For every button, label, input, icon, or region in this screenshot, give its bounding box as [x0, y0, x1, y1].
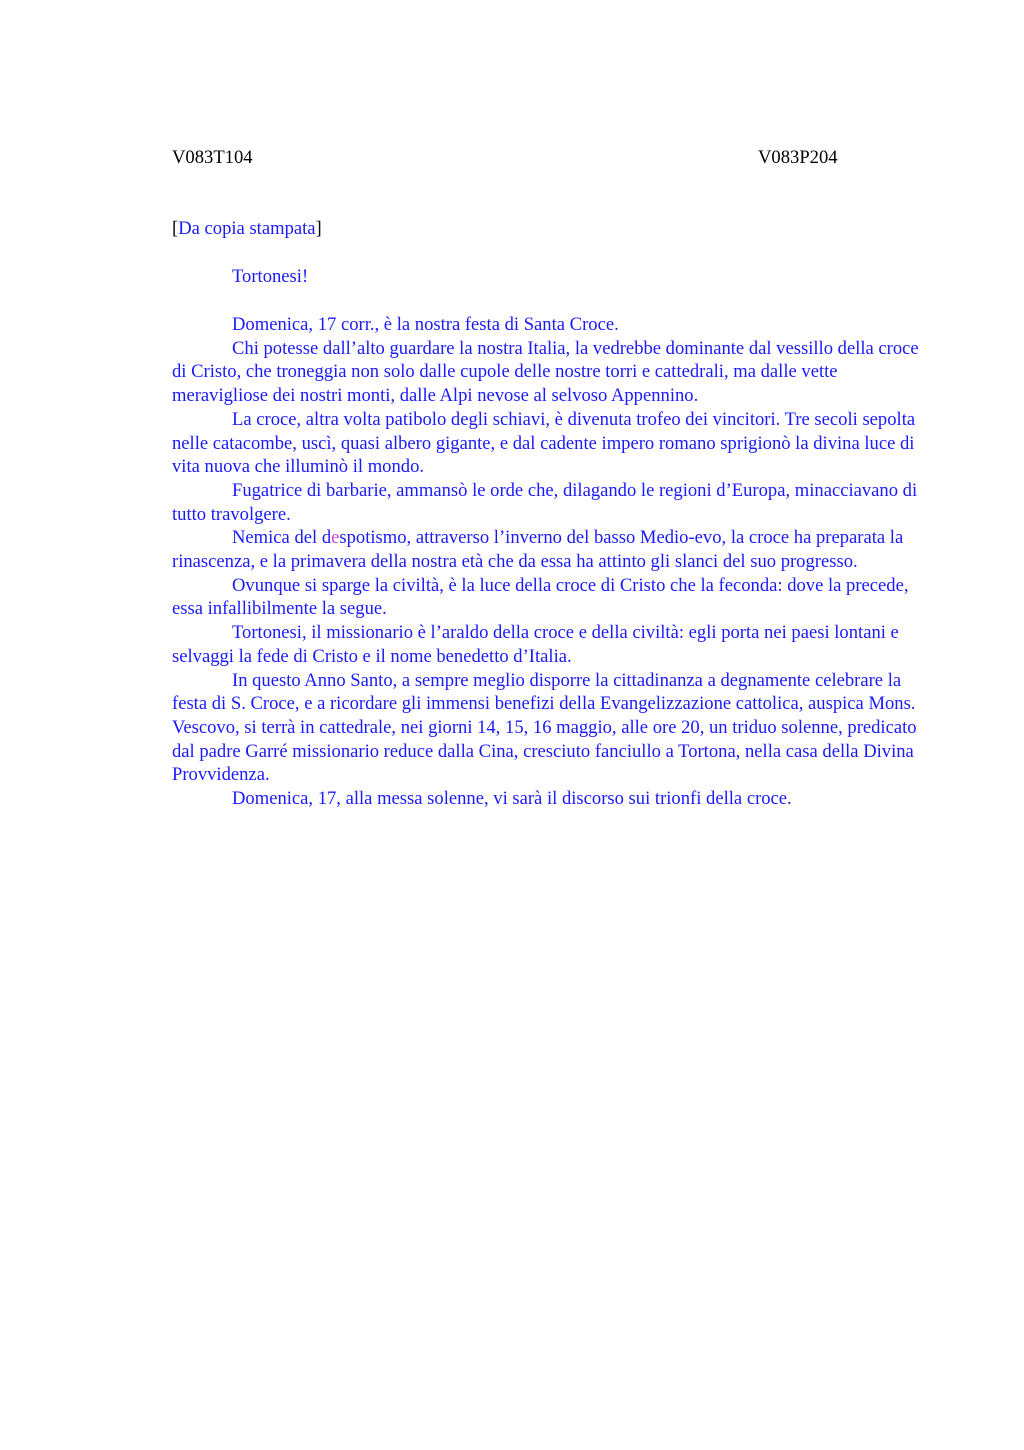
document-page [172, 0, 922, 1450]
paragraph-6: Ovunque si sparge la civiltà, è la luce della croce di Cristo che la feconda: dove la precede, essa infallibilmente la segue. [172, 574, 909, 620]
document-code-right: V083P204 [758, 147, 838, 168]
source-note [172, 217, 322, 241]
paragraph-5-rest: spotismo, attraverso l’inverno del basso Medio-evo, la croce ha preparata la rinascenza, e la primavera della nostra età che da essa ha attinto gli slanci del suo progresso. [172, 527, 904, 573]
salutation: Tortonesi! [232, 266, 309, 287]
source-note-open-bracket: [ [172, 218, 179, 239]
paragraph-1: Domenica, 17 corr., è la nostra festa di Santa Croce. [232, 314, 619, 335]
source-note-close-bracket: ] [315, 218, 322, 239]
paragraph-3: La croce, altra volta patibolo degli schiavi, è divenuta trofeo dei vincitori. Tre secoli sepolta nelle catacombe, uscì, quasi albero gigante, e dal cadente impero romano sprigionò la divina luce di vita nuova che illuminò il mondo. [172, 408, 916, 478]
document-code-left: V083T104 [172, 147, 253, 168]
paragraph-2: Chi potesse dall’alto guardare la nostra Italia, la vedrebbe dominante dal vessillo della croce di Cristo, che troneggia non solo dalle cupole delle nostre torri e cattedrali, ma dalle vette meravigliose dei nostri monti, dalle Alpi nevose al selvoso Appennino. [172, 337, 919, 407]
paragraph-5-start: Nemica del d [232, 527, 332, 549]
paragraph-5 [172, 526, 922, 573]
paragraph-4: Fugatrice di barbarie, ammansò le orde che, dilagando le regioni d’Europa, minacciavano di tutto travolgere. [172, 479, 918, 525]
highlighted-letter: e [331, 527, 340, 549]
paragraph-7: Tortonesi, il missionario è l’araldo della croce e della civiltà: egli porta nei paesi lontani e selvaggi la fede di Cristo e il nome benedetto d’Italia. [172, 622, 899, 667]
letter-body [172, 313, 922, 811]
paragraph-8: In questo Anno Santo, a sempre meglio disporre la cittadinanza a degnamente celebrare la festa di S. Croce, e a ricordare gli immensi benefizi della Evangelizzazione cattolica, auspica Mons. Vescovo, si terrà in cattedrale, nei giorni 14, 15, 16 maggio, alle ore 20, un triduo solenne, predicato dal padre Garré missionario reduce dalla Cina, cresciuto fanciullo a Tortona, nella casa della Divina Provvidenza. [172, 669, 917, 786]
paragraph-9: Domenica, 17, alla messa solenne, vi sarà il discorso sui trionfi della croce. [232, 788, 792, 810]
source-note-text: Da copia stampata [178, 218, 316, 239]
